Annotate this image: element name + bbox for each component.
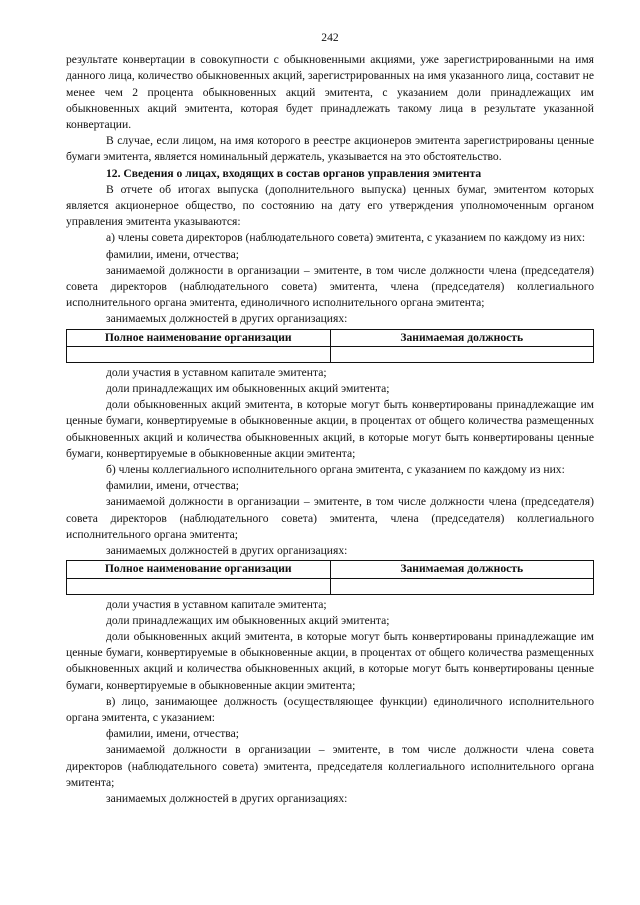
table-cell-empty (330, 578, 594, 594)
paragraph: а) члены совета директоров (наблюдательного совета) эмитента, с указанием по каждому из них: (106, 231, 586, 245)
table-header-organization: Полное наименование организации (67, 561, 331, 578)
paragraph: занимаемой должности в организации – эмитенте, в том числе должности члена (председателя) совета директоров (наблюдательного совета) эмитента, члена (председателя) коллегиального исполнительного органа эмитента; (66, 495, 594, 541)
paragraph: доли принадлежащих им обыкновенных акций эмитента; (106, 382, 390, 396)
table-header-organization: Полное наименование организации (67, 329, 331, 346)
table-cell-empty (67, 578, 331, 594)
paragraph: б) члены коллегиального исполнительного органа эмитента, с указанием по каждому из них: (106, 463, 565, 477)
table-header-position: Занимаемая должность (330, 561, 594, 578)
paragraph: В случае, если лицом, на имя которого в реестре акционеров эмитента зарегистрированы ценные бумаги эмитента, является номинальный держатель, указывается на это обстоятельство. (66, 134, 594, 164)
paragraph: фамилии, имени, отчества; (106, 727, 239, 741)
paragraph: занимаемой должности в организации – эмитенте, в том числе должности члена (председателя) совета директоров (наблюдательного совета) эмитента, члена (председателя) коллегиального исполнительного органа эмитента, единоличного исполнительного органа эмитента; (66, 263, 594, 310)
table-cell-empty (330, 346, 594, 362)
paragraph: В отчете об итогах выпуска (дополнительного выпуска) ценных бумаг, эмитентом которых является акционерное общество, по состоянию на дату его утверждения уполномоченным органом управления эмитента указываются: (66, 182, 594, 229)
table-header-row (67, 329, 594, 346)
paragraph: доли участия в уставном капитале эмитента; (106, 597, 327, 611)
paragraph: доли принадлежащих им обыкновенных акций эмитента; (106, 613, 390, 627)
paragraph: фамилии, имени, отчества; (106, 247, 239, 261)
document-page (66, 30, 594, 807)
paragraph: фамилии, имени, отчества; (106, 479, 239, 493)
paragraph: доли участия в уставном капитале эмитента; (106, 365, 327, 379)
table-row (67, 578, 594, 594)
paragraph: занимаемых должностей в других организациях: (106, 312, 348, 326)
table-header-position: Занимаемая должность (330, 329, 594, 346)
paragraph: занимаемой должности в организации – эмитенте, в том числе должности члена совета директоров (наблюдательного совета) эмитента, председателя коллегиального исполнительного органа эмитента; (66, 743, 594, 789)
paragraph: результате конвертации в совокупности с обыкновенными акциями, уже зарегистрированными на имя данного лица, количество обыкновенных акций, зарегистрированных на имя указанного лица, составит не менее чем 2 процента обыкновенных акций эмитента, с указанием доли принадлежащих им обыкновенных акций эмитента, которая будет принадлежать такому лица в результате указанной конвертации. (66, 53, 594, 132)
table-cell-empty (67, 346, 331, 362)
table-header-row (67, 561, 594, 578)
table-row (67, 346, 594, 362)
paragraph: занимаемых должностей в других организациях: (106, 544, 348, 558)
organizations-table-1 (66, 329, 594, 363)
paragraph: в) лицо, занимающее должность (осуществляющее функции) единоличного исполнительного органа эмитента, с указанием: (66, 694, 594, 724)
paragraph: занимаемых должностей в других организациях: (106, 791, 348, 805)
section-heading: 12. Сведения о лицах, входящих в состав органов управления эмитента (106, 166, 482, 180)
paragraph: доли обыкновенных акций эмитента, в которые могут быть конвертированы принадлежащие им ценные бумаги, конвертируемые в обыкновенные акции, в процентах от общего количества размещенных обыкновенных акций и количества обыкновенных акций, в которые могут быть конвертированы ценные бумаги, конвертируемые в обыкновенные акции эмитента; (66, 629, 594, 692)
page-number: 242 (321, 31, 339, 44)
organizations-table-2 (66, 560, 594, 594)
paragraph: доли обыкновенных акций эмитента, в которые могут быть конвертированы принадлежащие им ценные бумаги, конвертируемые в обыкновенные акции, в процентах от общего количества размещенных обыкновенных акций и количества обыкновенных акций, в которые могут быть конвертированы ценные бумаги, конвертируемые в обыкновенные акции эмитента; (66, 398, 594, 460)
